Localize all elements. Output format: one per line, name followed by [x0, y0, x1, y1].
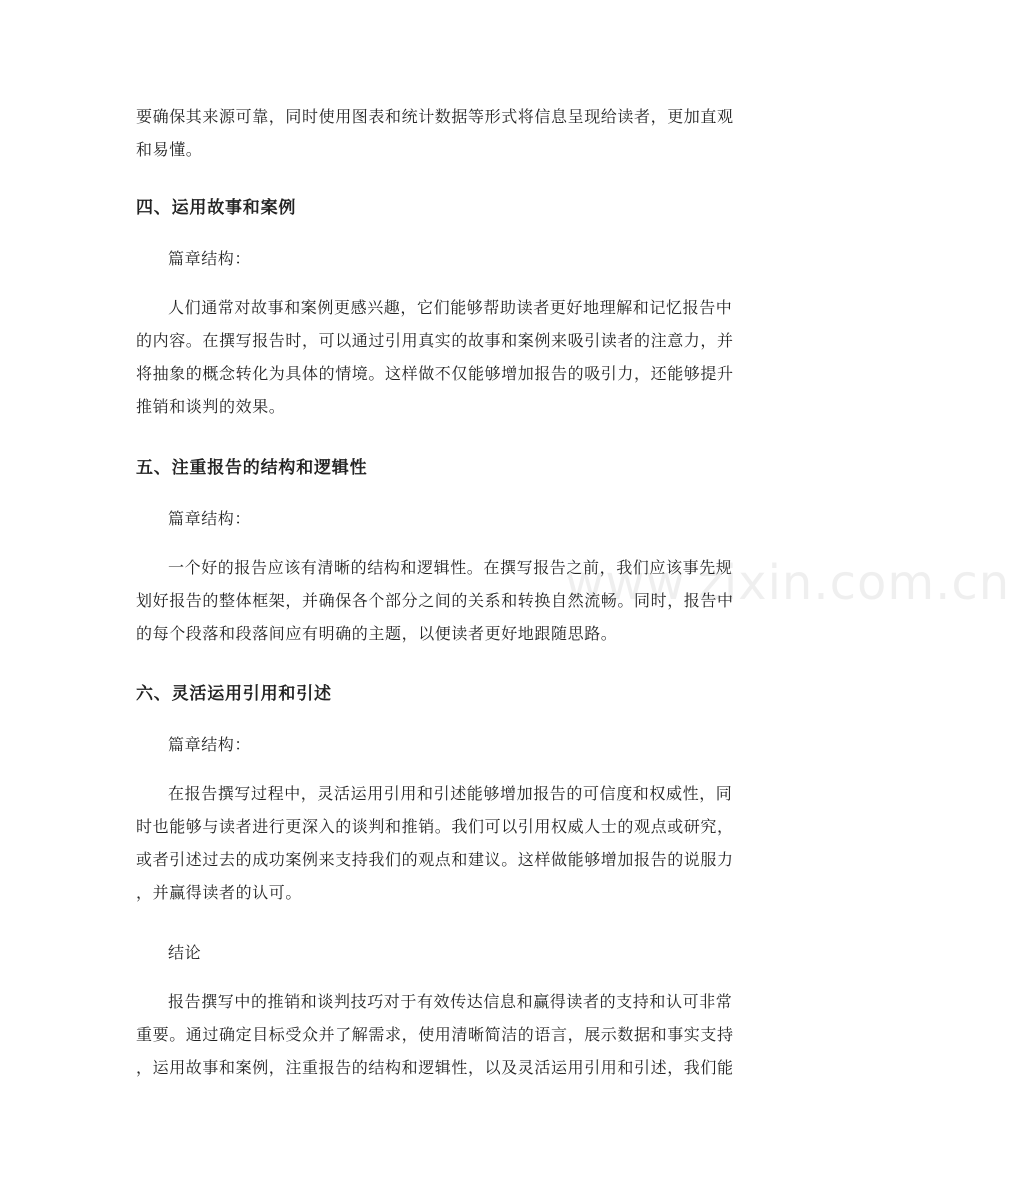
- watermark: www.zixin.com.cn: [565, 555, 1010, 611]
- paragraph-line: 划好报告的整体框架，并确保各个部分之间的关系和转换自然流畅。同时，报告中: [136, 591, 734, 610]
- paragraph-line: 在报告撰写过程中，灵活运用引用和引述能够增加报告的可信度和权威性，同: [168, 784, 733, 803]
- paragraph-line: 推销和谈判的效果。: [136, 397, 286, 416]
- paragraph-line: 的每个段落和段落间应有明确的主题，以便读者更好地跟随思路。: [136, 624, 618, 643]
- paragraph-line: 要确保其来源可靠，同时使用图表和统计数据等形式将信息呈现给读者，更加直观: [136, 107, 734, 126]
- paragraph-line: 人们通常对故事和案例更感兴趣，它们能够帮助读者更好地理解和记忆报告中: [168, 298, 733, 317]
- section-heading-4: 四、运用故事和案例: [136, 198, 297, 218]
- paragraph-line: 的内容。在撰写报告时，可以通过引用真实的故事和案例来吸引读者的注意力，并: [136, 331, 734, 350]
- conclusion-label: 结论: [168, 943, 202, 962]
- section-5-paragraph: [136, 551, 786, 650]
- intro-paragraph: [136, 100, 786, 166]
- paragraph-line: 报告撰写中的推销和谈判技巧对于有效传达信息和赢得读者的支持和认可非常: [168, 992, 733, 1011]
- paragraph-line: 或者引述过去的成功案例来支持我们的观点和建议。这样做能够增加报告的说服力: [136, 850, 734, 869]
- section-5-label: 篇章结构：: [168, 509, 252, 528]
- section-4-paragraph: [136, 291, 786, 423]
- section-4-label: 篇章结构：: [168, 249, 252, 268]
- section-6-label: 篇章结构：: [168, 735, 252, 754]
- paragraph-line: 和易懂。: [136, 140, 203, 159]
- paragraph-line: 一个好的报告应该有清晰的结构和逻辑性。在撰写报告之前，我们应该事先规: [168, 558, 733, 577]
- paragraph-line: 将抽象的概念转化为具体的情境。这样做不仅能够增加报告的吸引力，还能够提升: [136, 364, 734, 383]
- conclusion-paragraph: [136, 985, 786, 1084]
- paragraph-line: ，并赢得读者的认可。: [136, 883, 303, 902]
- paragraph-line: ，运用故事和案例，注重报告的结构和逻辑性，以及灵活运用引用和引述，我们能: [136, 1058, 734, 1077]
- paragraph-line: 时也能够与读者进行更深入的谈判和推销。我们可以引用权威人士的观点或研究，: [136, 817, 734, 836]
- section-heading-5: 五、注重报告的结构和逻辑性: [136, 458, 368, 478]
- section-6-paragraph: [136, 777, 786, 909]
- paragraph-line: 重要。通过确定目标受众并了解需求，使用清晰简洁的语言，展示数据和事实支持: [136, 1025, 734, 1044]
- section-heading-6: 六、灵活运用引用和引述: [136, 684, 332, 704]
